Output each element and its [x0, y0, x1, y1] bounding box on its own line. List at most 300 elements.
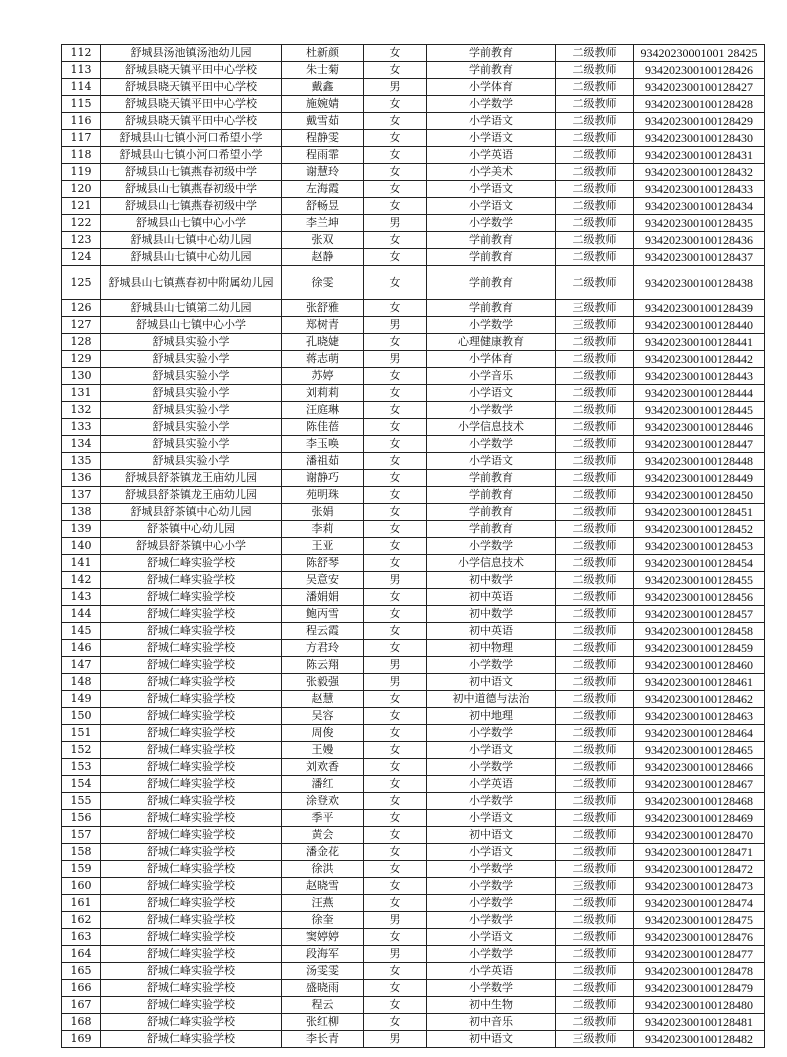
name-cell: 蒋志萌 [282, 351, 364, 368]
row-number-cell: 156 [62, 810, 101, 827]
gender-cell: 女 [364, 725, 427, 742]
school-cell: 舒城仁峰实验学校 [101, 725, 282, 742]
certificate-id-cell: 934202300100128454 [634, 555, 765, 572]
certificate-id-cell: 934202300100128451 [634, 504, 765, 521]
name-cell: 程雨霏 [282, 147, 364, 164]
school-cell: 舒城县晓天镇平田中心学校 [101, 96, 282, 113]
gender-cell: 女 [364, 402, 427, 419]
name-cell: 杜新颜 [282, 45, 364, 62]
subject-cell: 学前教育 [427, 266, 556, 300]
table-row [62, 368, 765, 385]
title-cell: 二级教师 [556, 674, 634, 691]
row-number-cell: 162 [62, 912, 101, 929]
name-cell: 李兰坤 [282, 215, 364, 232]
certificate-id-cell: 934202300100128449 [634, 470, 765, 487]
certificate-id-cell: 934202300100128468 [634, 793, 765, 810]
row-number-cell: 121 [62, 198, 101, 215]
row-number-cell: 147 [62, 657, 101, 674]
title-cell: 二级教师 [556, 742, 634, 759]
name-cell: 施婉婧 [282, 96, 364, 113]
title-cell: 二级教师 [556, 79, 634, 96]
gender-cell: 女 [364, 470, 427, 487]
certificate-id-cell: 934202300100128443 [634, 368, 765, 385]
row-number-cell: 118 [62, 147, 101, 164]
name-cell: 涂登欢 [282, 793, 364, 810]
row-number-cell: 113 [62, 62, 101, 79]
gender-cell: 女 [364, 232, 427, 249]
subject-cell: 小学数学 [427, 725, 556, 742]
title-cell: 二级教师 [556, 997, 634, 1014]
gender-cell: 女 [364, 521, 427, 538]
subject-cell: 小学音乐 [427, 368, 556, 385]
table-row [62, 521, 765, 538]
row-number-cell: 138 [62, 504, 101, 521]
subject-cell: 小学语文 [427, 742, 556, 759]
name-cell: 汤雯雯 [282, 963, 364, 980]
title-cell: 二级教师 [556, 487, 634, 504]
school-cell: 舒城县实验小学 [101, 385, 282, 402]
table-row [62, 538, 765, 555]
table-row [62, 623, 765, 640]
gender-cell: 女 [364, 861, 427, 878]
school-cell: 舒城仁峰实验学校 [101, 674, 282, 691]
row-number-cell: 135 [62, 453, 101, 470]
gender-cell: 女 [364, 878, 427, 895]
name-cell: 吴容 [282, 708, 364, 725]
row-number-cell: 133 [62, 419, 101, 436]
gender-cell: 女 [364, 555, 427, 572]
certificate-id-cell: 934202300100128452 [634, 521, 765, 538]
school-cell: 舒城县山七镇燕春初级中学 [101, 164, 282, 181]
table-row [62, 62, 765, 79]
certificate-id-cell: 934202300100128461 [634, 674, 765, 691]
row-number-cell: 119 [62, 164, 101, 181]
name-cell: 陈佳蓓 [282, 419, 364, 436]
title-cell: 二级教师 [556, 334, 634, 351]
row-number-cell: 166 [62, 980, 101, 997]
name-cell: 潘娟娟 [282, 589, 364, 606]
name-cell: 赵静 [282, 249, 364, 266]
title-cell: 二级教师 [556, 606, 634, 623]
school-cell: 舒城县山七镇燕春初级中学 [101, 198, 282, 215]
subject-cell: 小学数学 [427, 946, 556, 963]
subject-cell: 小学语文 [427, 385, 556, 402]
school-cell: 舒城仁峰实验学校 [101, 912, 282, 929]
school-cell: 舒城仁峰实验学校 [101, 1031, 282, 1048]
certificate-id-cell: 934202300100128471 [634, 844, 765, 861]
title-cell: 二级教师 [556, 793, 634, 810]
table-row [62, 827, 765, 844]
gender-cell: 女 [364, 708, 427, 725]
row-number-cell: 136 [62, 470, 101, 487]
subject-cell: 学前教育 [427, 62, 556, 79]
row-number-cell: 127 [62, 317, 101, 334]
title-cell: 二级教师 [556, 963, 634, 980]
gender-cell: 女 [364, 997, 427, 1014]
school-cell: 舒城县实验小学 [101, 402, 282, 419]
school-cell: 舒城仁峰实验学校 [101, 589, 282, 606]
gender-cell: 男 [364, 572, 427, 589]
title-cell: 二级教师 [556, 827, 634, 844]
subject-cell: 初中数学 [427, 606, 556, 623]
name-cell: 舒畅昱 [282, 198, 364, 215]
table-row [62, 878, 765, 895]
gender-cell: 女 [364, 300, 427, 317]
school-cell: 舒城仁峰实验学校 [101, 691, 282, 708]
row-number-cell: 146 [62, 640, 101, 657]
school-cell: 舒城仁峰实验学校 [101, 793, 282, 810]
school-cell: 舒城县实验小学 [101, 419, 282, 436]
school-cell: 舒城仁峰实验学校 [101, 742, 282, 759]
table-row [62, 79, 765, 96]
row-number-cell: 137 [62, 487, 101, 504]
title-cell: 二级教师 [556, 351, 634, 368]
name-cell: 李玉唤 [282, 436, 364, 453]
school-cell: 舒城仁峰实验学校 [101, 844, 282, 861]
table-row [62, 555, 765, 572]
table-row [62, 742, 765, 759]
subject-cell: 小学语文 [427, 198, 556, 215]
gender-cell: 男 [364, 317, 427, 334]
title-cell: 二级教师 [556, 215, 634, 232]
subject-cell: 学前教育 [427, 487, 556, 504]
table-row [62, 317, 765, 334]
school-cell: 舒城仁峰实验学校 [101, 657, 282, 674]
subject-cell: 小学数学 [427, 759, 556, 776]
gender-cell: 女 [364, 453, 427, 470]
subject-cell: 小学数学 [427, 878, 556, 895]
name-cell: 赵晓雪 [282, 878, 364, 895]
row-number-cell: 141 [62, 555, 101, 572]
row-number-cell: 117 [62, 130, 101, 147]
certificate-id-cell: 934202300100128462 [634, 691, 765, 708]
school-cell: 舒城县山七镇中心幼儿园 [101, 249, 282, 266]
subject-cell: 小学语文 [427, 181, 556, 198]
subject-cell: 小学美术 [427, 164, 556, 181]
name-cell: 徐雯 [282, 266, 364, 300]
subject-cell: 学前教育 [427, 300, 556, 317]
certificate-id-cell: 934202300100128455 [634, 572, 765, 589]
school-cell: 舒城仁峰实验学校 [101, 980, 282, 997]
subject-cell: 学前教育 [427, 504, 556, 521]
name-cell: 赵慧 [282, 691, 364, 708]
table-row [62, 453, 765, 470]
gender-cell: 女 [364, 385, 427, 402]
certificate-id-cell: 934202300100128456 [634, 589, 765, 606]
subject-cell: 学前教育 [427, 232, 556, 249]
school-cell: 舒城县实验小学 [101, 351, 282, 368]
name-cell: 汪燕 [282, 895, 364, 912]
subject-cell: 初中语文 [427, 1031, 556, 1048]
row-number-cell: 139 [62, 521, 101, 538]
name-cell: 戴鑫 [282, 79, 364, 96]
school-cell: 舒茶镇中心幼儿园 [101, 521, 282, 538]
school-cell: 舒城县山七镇小河口希望小学 [101, 130, 282, 147]
gender-cell: 男 [364, 674, 427, 691]
title-cell: 二级教师 [556, 555, 634, 572]
school-cell: 舒城仁峰实验学校 [101, 759, 282, 776]
certificate-id-cell: 934202300100128427 [634, 79, 765, 96]
title-cell: 二级教师 [556, 929, 634, 946]
school-cell: 舒城县晓天镇平田中心学校 [101, 113, 282, 130]
gender-cell: 女 [364, 844, 427, 861]
table-row [62, 980, 765, 997]
school-cell: 舒城县晓天镇平田中心学校 [101, 79, 282, 96]
row-number-cell: 142 [62, 572, 101, 589]
table-row [62, 759, 765, 776]
school-cell: 舒城县山七镇中心幼儿园 [101, 232, 282, 249]
title-cell: 二级教师 [556, 759, 634, 776]
gender-cell: 女 [364, 776, 427, 793]
table-row [62, 1014, 765, 1031]
name-cell: 陈舒琴 [282, 555, 364, 572]
title-cell: 二级教师 [556, 521, 634, 538]
title-cell: 三级教师 [556, 1031, 634, 1048]
table-row [62, 674, 765, 691]
title-cell: 二级教师 [556, 895, 634, 912]
name-cell: 刘欢香 [282, 759, 364, 776]
row-number-cell: 157 [62, 827, 101, 844]
certificate-id-cell: 934202300100128474 [634, 895, 765, 912]
school-cell: 舒城县山七镇中心小学 [101, 317, 282, 334]
subject-cell: 初中音乐 [427, 1014, 556, 1031]
school-cell: 舒城县山七镇燕春初级中学 [101, 181, 282, 198]
name-cell: 季平 [282, 810, 364, 827]
gender-cell: 男 [364, 79, 427, 96]
name-cell: 潘红 [282, 776, 364, 793]
subject-cell: 小学数学 [427, 793, 556, 810]
gender-cell: 男 [364, 215, 427, 232]
table-row [62, 419, 765, 436]
title-cell: 二级教师 [556, 402, 634, 419]
certificate-id-cell: 934202300100128457 [634, 606, 765, 623]
gender-cell: 男 [364, 351, 427, 368]
title-cell: 二级教师 [556, 385, 634, 402]
title-cell: 二级教师 [556, 147, 634, 164]
table-row [62, 45, 765, 62]
subject-cell: 小学英语 [427, 963, 556, 980]
subject-cell: 小学语文 [427, 130, 556, 147]
table-row [62, 96, 765, 113]
certificate-id-cell: 934202300100128481 [634, 1014, 765, 1031]
title-cell: 三级教师 [556, 317, 634, 334]
row-number-cell: 125 [62, 266, 101, 300]
gender-cell: 女 [364, 895, 427, 912]
name-cell: 谢慧玲 [282, 164, 364, 181]
row-number-cell: 152 [62, 742, 101, 759]
name-cell: 黄会 [282, 827, 364, 844]
title-cell: 二级教师 [556, 844, 634, 861]
row-number-cell: 144 [62, 606, 101, 623]
gender-cell: 女 [364, 45, 427, 62]
subject-cell: 初中道德与法治 [427, 691, 556, 708]
name-cell: 盛晓雨 [282, 980, 364, 997]
table-row [62, 606, 765, 623]
row-number-cell: 167 [62, 997, 101, 1014]
name-cell: 潘金花 [282, 844, 364, 861]
gender-cell: 女 [364, 1014, 427, 1031]
gender-cell: 女 [364, 606, 427, 623]
title-cell: 二级教师 [556, 198, 634, 215]
title-cell: 二级教师 [556, 504, 634, 521]
certificate-id-cell: 934202300100128436 [634, 232, 765, 249]
name-cell: 鲍丙雪 [282, 606, 364, 623]
school-cell: 舒城县汤池镇汤池幼儿园 [101, 45, 282, 62]
certificate-id-cell: 93420230001001 28425 [634, 45, 765, 62]
row-number-cell: 123 [62, 232, 101, 249]
table-row [62, 402, 765, 419]
row-number-cell: 112 [62, 45, 101, 62]
row-number-cell: 130 [62, 368, 101, 385]
name-cell: 李莉 [282, 521, 364, 538]
certificate-id-cell: 934202300100128433 [634, 181, 765, 198]
row-number-cell: 134 [62, 436, 101, 453]
certificate-id-cell: 934202300100128482 [634, 1031, 765, 1048]
certificate-id-cell: 934202300100128444 [634, 385, 765, 402]
name-cell: 苑明珠 [282, 487, 364, 504]
certificate-id-cell: 934202300100128472 [634, 861, 765, 878]
subject-cell: 小学数学 [427, 895, 556, 912]
certificate-id-cell: 934202300100128439 [634, 300, 765, 317]
gender-cell: 女 [364, 198, 427, 215]
certificate-id-cell: 934202300100128438 [634, 266, 765, 300]
row-number-cell: 160 [62, 878, 101, 895]
school-cell: 舒城仁峰实验学校 [101, 572, 282, 589]
teacher-list-table [61, 44, 765, 1048]
table-row [62, 895, 765, 912]
row-number-cell: 132 [62, 402, 101, 419]
school-cell: 舒城仁峰实验学校 [101, 963, 282, 980]
certificate-id-cell: 934202300100128476 [634, 929, 765, 946]
subject-cell: 心理健康教育 [427, 334, 556, 351]
row-number-cell: 114 [62, 79, 101, 96]
gender-cell: 女 [364, 96, 427, 113]
title-cell: 二级教师 [556, 368, 634, 385]
gender-cell: 女 [364, 538, 427, 555]
name-cell: 王亚 [282, 538, 364, 555]
row-number-cell: 154 [62, 776, 101, 793]
name-cell: 张娟 [282, 504, 364, 521]
certificate-id-cell: 934202300100128440 [634, 317, 765, 334]
gender-cell: 男 [364, 912, 427, 929]
school-cell: 舒城仁峰实验学校 [101, 929, 282, 946]
name-cell: 张红柳 [282, 1014, 364, 1031]
school-cell: 舒城县实验小学 [101, 453, 282, 470]
subject-cell: 小学数学 [427, 861, 556, 878]
subject-cell: 小学数学 [427, 657, 556, 674]
subject-cell: 小学体育 [427, 351, 556, 368]
subject-cell: 初中英语 [427, 623, 556, 640]
name-cell: 郑树青 [282, 317, 364, 334]
table-row [62, 572, 765, 589]
row-number-cell: 155 [62, 793, 101, 810]
title-cell: 二级教师 [556, 62, 634, 79]
row-number-cell: 159 [62, 861, 101, 878]
school-cell: 舒城仁峰实验学校 [101, 606, 282, 623]
certificate-id-cell: 934202300100128434 [634, 198, 765, 215]
title-cell: 二级教师 [556, 725, 634, 742]
subject-cell: 初中语文 [427, 674, 556, 691]
row-number-cell: 150 [62, 708, 101, 725]
subject-cell: 小学语文 [427, 929, 556, 946]
row-number-cell: 120 [62, 181, 101, 198]
school-cell: 舒城仁峰实验学校 [101, 623, 282, 640]
title-cell: 二级教师 [556, 776, 634, 793]
name-cell: 张舒雅 [282, 300, 364, 317]
certificate-id-cell: 934202300100128435 [634, 215, 765, 232]
gender-cell: 女 [364, 759, 427, 776]
name-cell: 程云霞 [282, 623, 364, 640]
name-cell: 汪庭琳 [282, 402, 364, 419]
certificate-id-cell: 934202300100128447 [634, 436, 765, 453]
name-cell: 周俊 [282, 725, 364, 742]
school-cell: 舒城仁峰实验学校 [101, 997, 282, 1014]
school-cell: 舒城仁峰实验学校 [101, 708, 282, 725]
row-number-cell: 158 [62, 844, 101, 861]
name-cell: 徐洪 [282, 861, 364, 878]
subject-cell: 小学数学 [427, 96, 556, 113]
title-cell: 二级教师 [556, 470, 634, 487]
certificate-id-cell: 934202300100128432 [634, 164, 765, 181]
gender-cell: 女 [364, 130, 427, 147]
table-row [62, 130, 765, 147]
gender-cell: 女 [364, 62, 427, 79]
gender-cell: 女 [364, 623, 427, 640]
gender-cell: 女 [364, 334, 427, 351]
title-cell: 二级教师 [556, 1014, 634, 1031]
title-cell: 二级教师 [556, 589, 634, 606]
school-cell: 舒城仁峰实验学校 [101, 810, 282, 827]
subject-cell: 小学信息技术 [427, 555, 556, 572]
table-row [62, 232, 765, 249]
table-row [62, 929, 765, 946]
subject-cell: 小学英语 [427, 147, 556, 164]
table-row [62, 725, 765, 742]
gender-cell: 女 [364, 419, 427, 436]
gender-cell: 女 [364, 181, 427, 198]
name-cell: 潘祖茹 [282, 453, 364, 470]
title-cell: 二级教师 [556, 980, 634, 997]
subject-cell: 小学数学 [427, 912, 556, 929]
name-cell: 方君玲 [282, 640, 364, 657]
certificate-id-cell: 934202300100128445 [634, 402, 765, 419]
school-cell: 舒城仁峰实验学校 [101, 895, 282, 912]
certificate-id-cell: 934202300100128431 [634, 147, 765, 164]
title-cell: 二级教师 [556, 657, 634, 674]
table-row [62, 946, 765, 963]
school-cell: 舒城仁峰实验学校 [101, 861, 282, 878]
school-cell: 舒城县舒茶镇中心幼儿园 [101, 504, 282, 521]
title-cell: 二级教师 [556, 232, 634, 249]
subject-cell: 小学语文 [427, 810, 556, 827]
title-cell: 二级教师 [556, 810, 634, 827]
subject-cell: 小学体育 [427, 79, 556, 96]
row-number-cell: 116 [62, 113, 101, 130]
table-row [62, 504, 765, 521]
row-number-cell: 128 [62, 334, 101, 351]
title-cell: 二级教师 [556, 113, 634, 130]
certificate-id-cell: 934202300100128467 [634, 776, 765, 793]
certificate-id-cell: 934202300100128428 [634, 96, 765, 113]
table-row [62, 113, 765, 130]
certificate-id-cell: 934202300100128477 [634, 946, 765, 963]
title-cell: 二级教师 [556, 164, 634, 181]
certificate-id-cell: 934202300100128441 [634, 334, 765, 351]
name-cell: 吴意安 [282, 572, 364, 589]
subject-cell: 小学信息技术 [427, 419, 556, 436]
name-cell: 段海军 [282, 946, 364, 963]
certificate-id-cell: 934202300100128473 [634, 878, 765, 895]
